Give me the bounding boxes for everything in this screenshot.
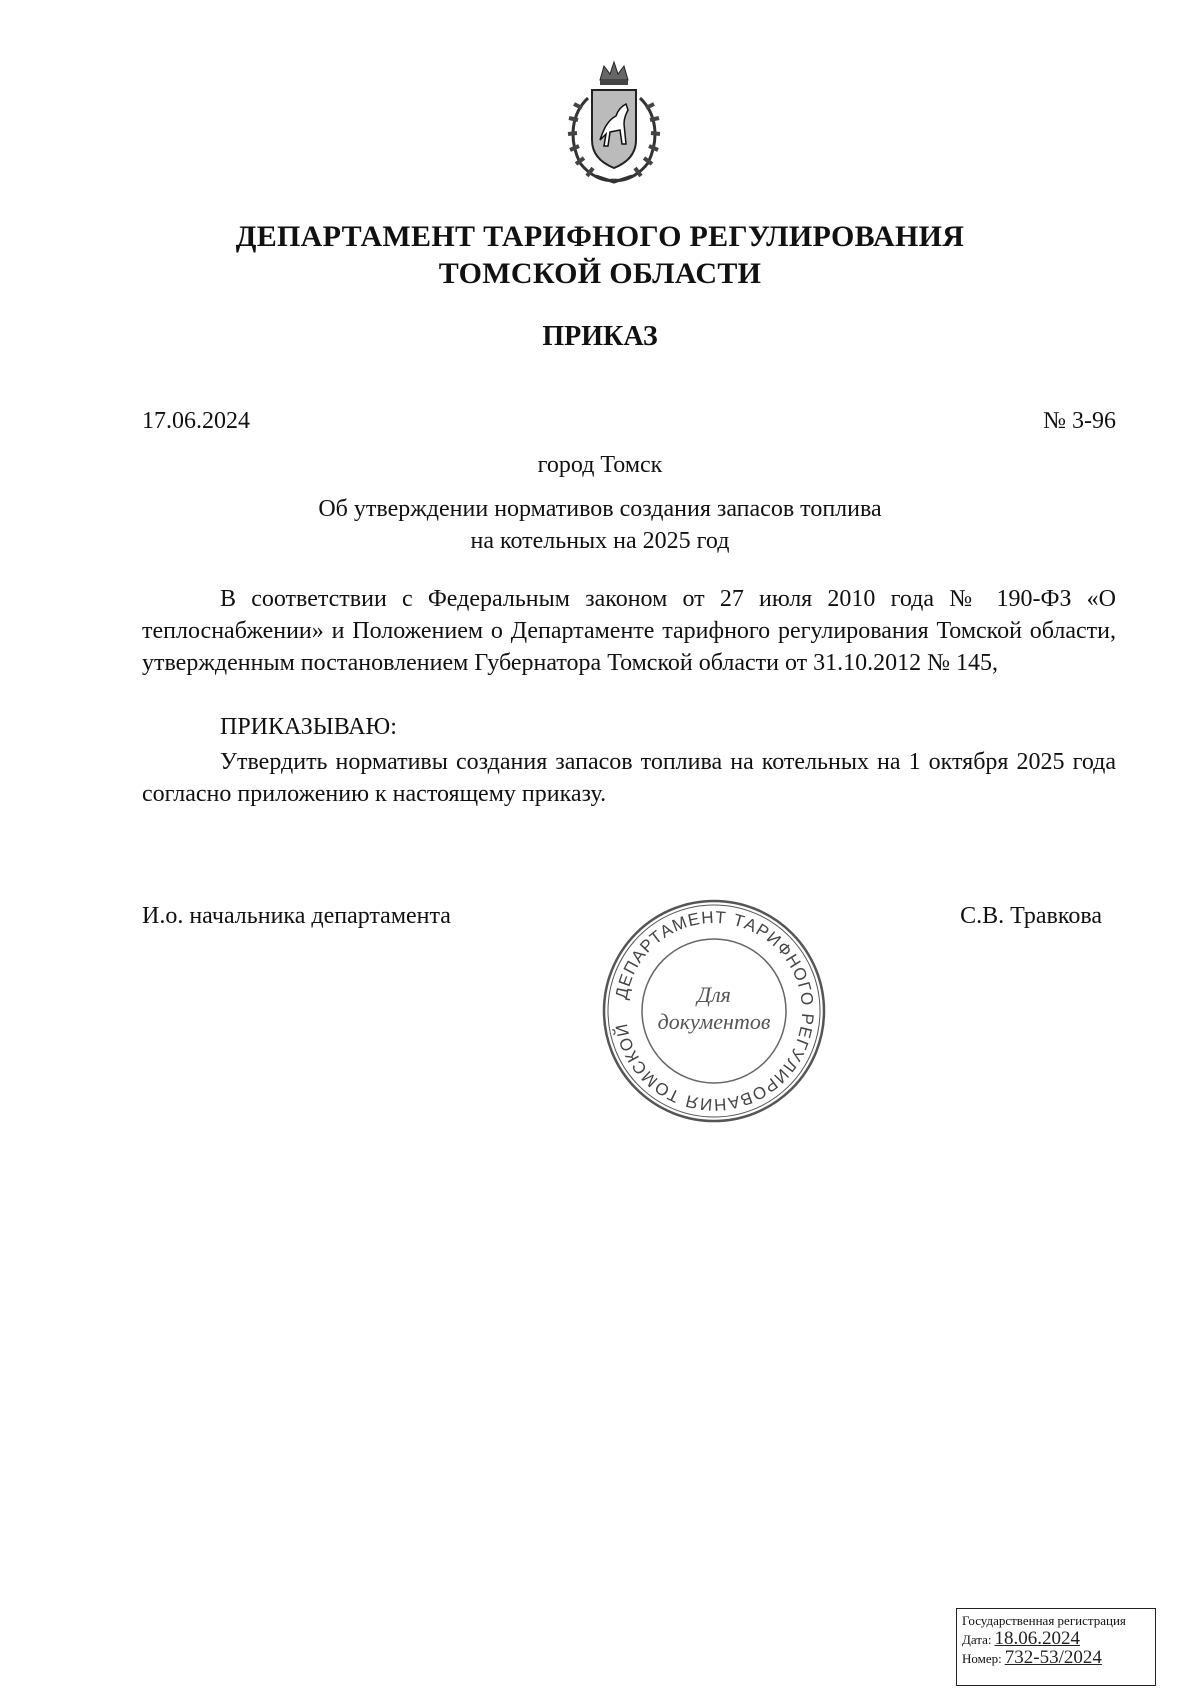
- signatory-title: И.о. начальника департамента: [142, 903, 451, 929]
- document-number: № 3-96: [1043, 408, 1116, 434]
- document-type: ПРИКАЗ: [542, 321, 658, 352]
- registration-date-value: 18.06.2024: [994, 1628, 1081, 1649]
- seal-center-line2: документов: [657, 1009, 771, 1034]
- org-name-line1: ДЕПАРТАМЕНТ ТАРИФНОГО РЕГУЛИРОВАНИЯ: [235, 220, 965, 253]
- org-name-line2: ТОМСКОЙ ОБЛАСТИ: [438, 257, 762, 290]
- order-paragraph: Утвердить нормативы создания запасов топлива на котельных на 1 октября 2025 года согласно приложению к настоящему приказу.: [142, 749, 1116, 807]
- subject-line2: на котельных на 2025 год: [470, 528, 730, 554]
- subject-line1: Об утверждении нормативов создания запасов топлива: [318, 496, 882, 522]
- preamble-paragraph: В соответствии с Федеральным законом от 27 июля 2010 года № 190-ФЗ «О теплоснабжении» и Положением о Департаменте тарифного регулирования Томской области, утвержденным постановлением Губернатора Томской области от 31.10.2012 № 145,: [142, 586, 1116, 676]
- registration-stamp: [956, 1608, 1156, 1686]
- registration-heading: Государственная регистрация: [962, 1613, 1126, 1628]
- coat-of-arms: [560, 58, 668, 188]
- document-date: 17.06.2024: [142, 408, 250, 434]
- registration-number-label: Номер:: [962, 1651, 1002, 1666]
- official-seal: [598, 896, 830, 1126]
- registration-number-value: 732-53/2024: [1004, 1647, 1102, 1668]
- document-subject: [0, 493, 1200, 557]
- registration-date-label: Дата:: [962, 1632, 992, 1647]
- seal-center-line1: Для: [697, 982, 731, 1007]
- order-keyword: ПРИКАЗЫВАЮ:: [220, 714, 397, 740]
- tomsk-coat-of-arms-icon: [560, 58, 668, 188]
- signatory-name: С.В. Травкова: [960, 903, 1102, 929]
- document-city: город Томск: [537, 452, 663, 478]
- seal-ring-text: ДЕПАРТАМЕНТ ТАРИФНОГО РЕГУЛИРОВАНИЯ ТОМСКОЙ: [611, 907, 818, 1115]
